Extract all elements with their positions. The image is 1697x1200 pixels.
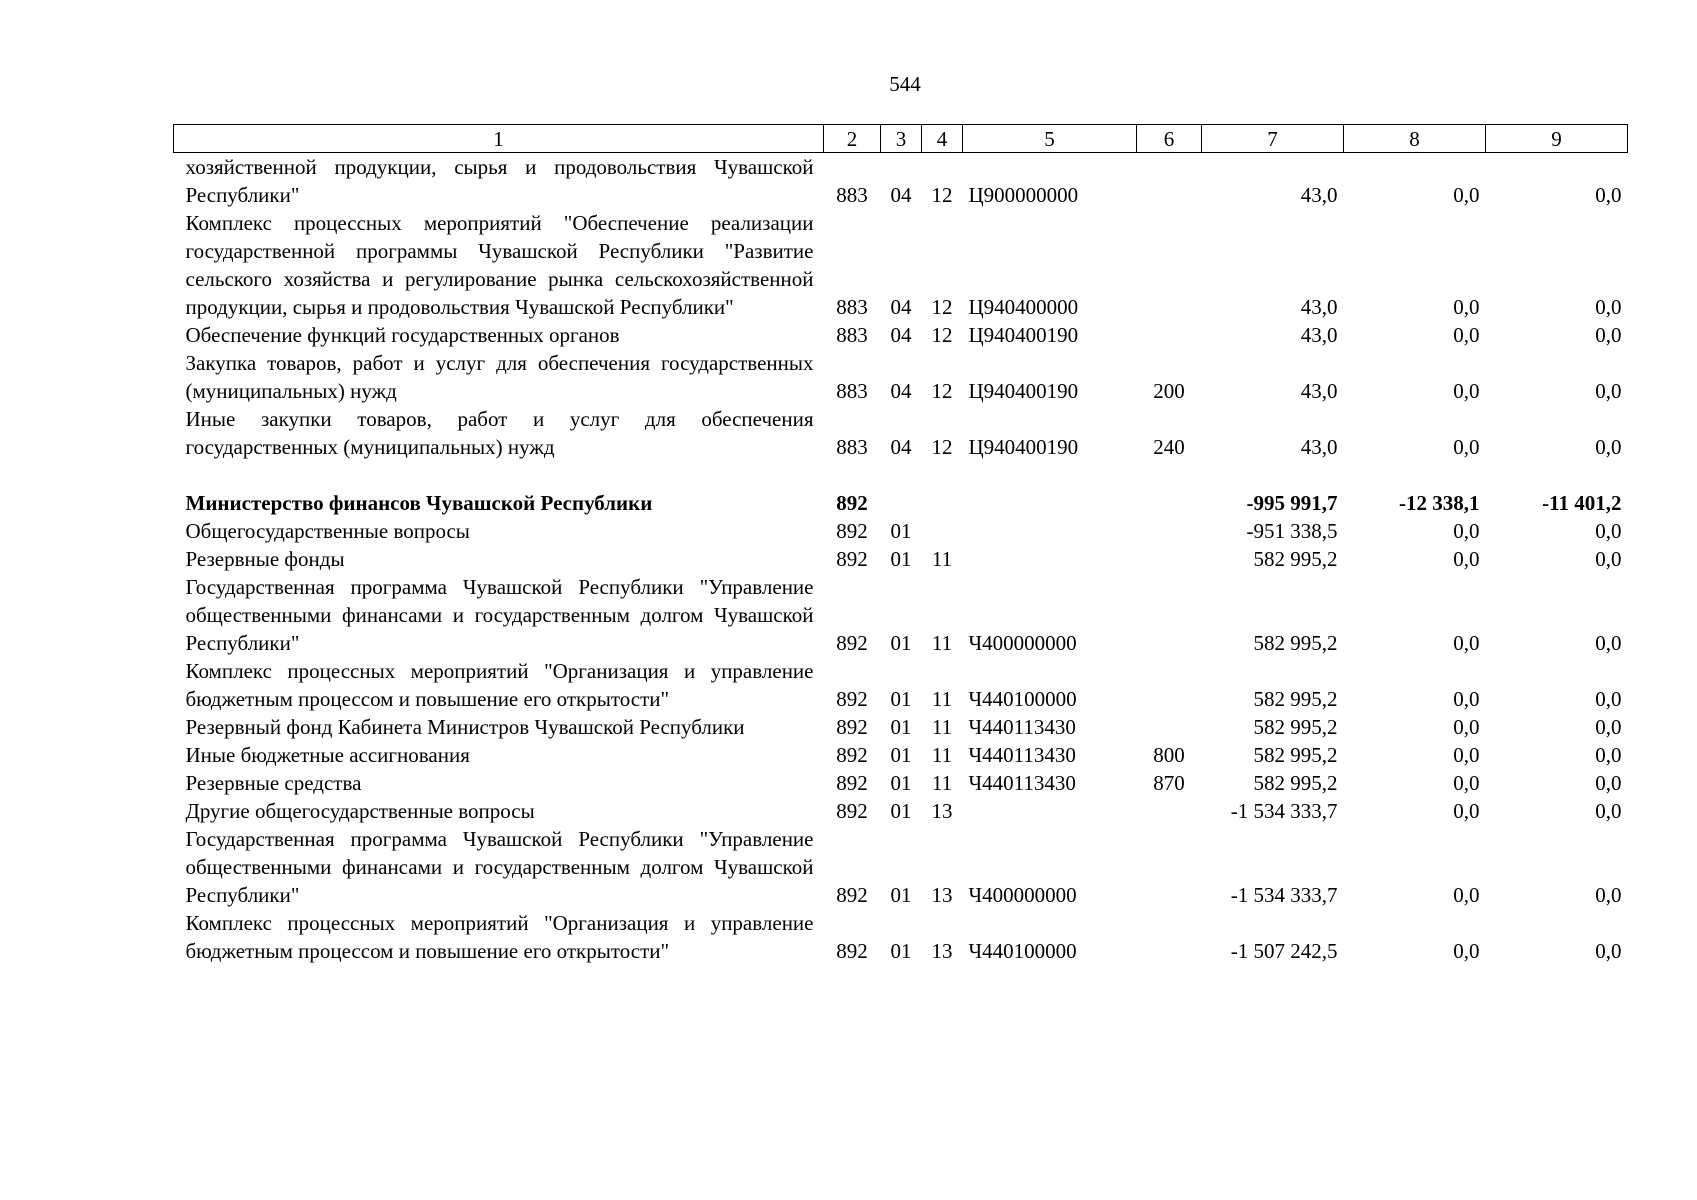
amount-col-7: 43,0 <box>1300 379 1338 403</box>
expense-type-code <box>1137 797 1202 825</box>
amount-col-9: 0,0 <box>1595 323 1622 347</box>
admin-code: 883 <box>836 435 868 459</box>
subsection-code: 11 <box>931 631 953 655</box>
section-code: 01 <box>890 771 912 795</box>
target-article-code: Ч440113430 <box>968 715 1076 739</box>
row-name: Другие общегосударственные вопросы <box>185 799 535 823</box>
admin-code: 892 <box>836 939 868 963</box>
amount-col-8: 0,0 <box>1453 743 1480 767</box>
target-article-code <box>963 517 1137 545</box>
amount-col-7: -1 534 333,7 <box>1230 883 1338 907</box>
expense-type-code: 240 <box>1153 435 1185 459</box>
table-row <box>174 405 1628 461</box>
amount-col-7: 582 995,2 <box>1253 687 1338 711</box>
table-row <box>174 321 1628 349</box>
subsection-code: 11 <box>931 715 953 739</box>
admin-code: 883 <box>836 295 868 319</box>
admin-code: 883 <box>836 323 868 347</box>
target-article-code: Ч400000000 <box>968 631 1077 655</box>
row-name: Резервные фонды <box>185 547 345 571</box>
row-name: Комплекс процессных мероприятий "Организация и управление бюджетным процессом и повышение его открытости" <box>185 659 814 711</box>
section-code: 01 <box>890 715 912 739</box>
amount-col-8: 0,0 <box>1453 547 1480 571</box>
amount-col-8: 0,0 <box>1453 183 1480 207</box>
subsection-code: 12 <box>931 379 953 403</box>
table-row <box>174 713 1628 741</box>
column-header-4: 4 <box>922 125 963 153</box>
expense-type-code: 800 <box>1153 743 1185 767</box>
table-row <box>174 573 1628 657</box>
amount-col-9: 0,0 <box>1595 743 1622 767</box>
expense-type-code <box>1137 657 1202 713</box>
amount-col-8: 0,0 <box>1453 379 1480 403</box>
row-name: Иные закупки товаров, работ и услуг для обеспечения государственных (муниципальных) нужд <box>185 407 814 459</box>
amount-col-8: 0,0 <box>1453 631 1480 655</box>
amount-col-7: 582 995,2 <box>1253 715 1338 739</box>
target-article-code: Ц940400190 <box>968 379 1079 403</box>
amount-col-9: 0,0 <box>1595 687 1622 711</box>
section-code: 04 <box>890 295 912 319</box>
target-article-code: Ц940400000 <box>968 295 1079 319</box>
amount-col-9: 0,0 <box>1595 183 1622 207</box>
admin-code: 892 <box>836 799 868 823</box>
amount-col-7: 582 995,2 <box>1253 771 1338 795</box>
row-name: хозяйственной продукции, сырья и продовольствия Чувашской Республики" <box>185 155 814 207</box>
section-code: 01 <box>890 547 912 571</box>
row-name: Комплекс процессных мероприятий "Организация и управление бюджетным процессом и повышение его открытости" <box>185 911 814 963</box>
target-article-code: Ч440113430 <box>968 743 1076 767</box>
row-name: Общегосударственные вопросы <box>185 519 470 543</box>
subsection-code: 13 <box>931 939 953 963</box>
subsection-code: 11 <box>931 547 953 571</box>
section-code: 04 <box>890 379 912 403</box>
amount-col-8: 0,0 <box>1453 687 1480 711</box>
subsection-code: 13 <box>931 883 953 907</box>
admin-code: 892 <box>836 715 868 739</box>
amount-col-9: 0,0 <box>1595 519 1622 543</box>
amount-col-7: 43,0 <box>1300 435 1338 459</box>
admin-code: 892 <box>836 631 868 655</box>
section-code: 01 <box>890 799 912 823</box>
amount-col-7: -951 338,5 <box>1246 519 1338 543</box>
amount-col-8: 0,0 <box>1453 799 1480 823</box>
section-code: 01 <box>890 519 912 543</box>
section-code <box>881 489 922 517</box>
target-article-code: Ц940400190 <box>968 323 1079 347</box>
subsection-code: 11 <box>931 771 953 795</box>
row-name: Обеспечение функций государственных органов <box>185 323 620 347</box>
amount-col-8: 0,0 <box>1453 715 1480 739</box>
expense-type-code <box>1137 153 1202 210</box>
amount-col-7: 43,0 <box>1300 183 1338 207</box>
subsection-code <box>922 489 963 517</box>
row-name: Иные бюджетные ассигнования <box>185 743 470 767</box>
amount-col-7: 43,0 <box>1300 295 1338 319</box>
amount-col-7: 582 995,2 <box>1253 547 1338 571</box>
subsection-code: 12 <box>931 295 953 319</box>
table-row <box>174 209 1628 321</box>
expense-type-code: 870 <box>1153 771 1185 795</box>
amount-col-9: 0,0 <box>1595 379 1622 403</box>
table-row <box>174 489 1628 517</box>
amount-col-8: -12 338,1 <box>1399 491 1480 515</box>
amount-col-9: 0,0 <box>1595 435 1622 459</box>
table-row <box>174 153 1628 210</box>
amount-col-7: -995 991,7 <box>1246 491 1338 515</box>
amount-col-9: 0,0 <box>1595 939 1622 963</box>
subsection-code: 12 <box>931 183 953 207</box>
expense-type-code <box>1137 209 1202 321</box>
section-code: 01 <box>890 631 912 655</box>
admin-code: 892 <box>836 547 868 571</box>
target-article-code: Ц900000000 <box>968 183 1079 207</box>
table-row <box>174 741 1628 769</box>
amount-col-8: 0,0 <box>1453 295 1480 319</box>
row-name: Государственная программа Чувашской Республики "Управление общественными финансами и государственным долгом Чувашской Республики" <box>185 575 814 655</box>
admin-code: 883 <box>836 183 868 207</box>
section-code: 04 <box>890 323 912 347</box>
row-name: Комплекс процессных мероприятий "Обеспечение реализации государственной программы Чувашской Республики "Развитие сельского хозяйства и регулирование рынка сельскохозяйственной продукции, сырья и продовольствия Чувашской Республики" <box>185 211 814 319</box>
column-header-8: 8 <box>1344 125 1486 153</box>
spacer-cell <box>174 461 1628 489</box>
section-code: 04 <box>890 183 912 207</box>
amount-col-7: 43,0 <box>1300 323 1338 347</box>
amount-col-9: 0,0 <box>1595 771 1622 795</box>
subsection-code: 11 <box>931 743 953 767</box>
column-header-9: 9 <box>1486 125 1628 153</box>
admin-code: 892 <box>836 771 868 795</box>
admin-code: 892 <box>836 743 868 767</box>
admin-code: 892 <box>836 519 868 543</box>
admin-code: 892 <box>836 883 868 907</box>
section-code: 01 <box>890 743 912 767</box>
target-article-code <box>963 797 1137 825</box>
target-article-code: Ч440100000 <box>968 687 1077 711</box>
column-number-header <box>174 125 1628 153</box>
amount-col-7: -1 507 242,5 <box>1230 939 1338 963</box>
table-row <box>174 657 1628 713</box>
table-row <box>174 797 1628 825</box>
amount-col-9: 0,0 <box>1595 547 1622 571</box>
expense-type-code <box>1137 825 1202 909</box>
target-article-code: Ч440113430 <box>968 771 1076 795</box>
target-article-code <box>963 489 1137 517</box>
target-article-code: Ч400000000 <box>968 883 1077 907</box>
amount-col-7: -1 534 333,7 <box>1230 799 1338 823</box>
subsection-code: 11 <box>931 687 953 711</box>
table-row <box>174 349 1628 405</box>
row-name: Министерство финансов Чувашской Республики <box>185 491 653 515</box>
row-name: Резервный фонд Кабинета Министров Чувашской Республики <box>185 715 745 739</box>
section-code: 01 <box>890 687 912 711</box>
amount-col-8: 0,0 <box>1453 519 1480 543</box>
expense-type-code <box>1137 545 1202 573</box>
column-header-3: 3 <box>881 125 922 153</box>
section-code: 01 <box>890 883 912 907</box>
expense-type-code <box>1137 573 1202 657</box>
column-header-1: 1 <box>174 125 824 153</box>
amount-col-8: 0,0 <box>1453 883 1480 907</box>
amount-col-9: 0,0 <box>1595 631 1622 655</box>
admin-code: 883 <box>836 379 868 403</box>
expense-type-code <box>1137 517 1202 545</box>
amount-col-8: 0,0 <box>1453 435 1480 459</box>
expense-type-code <box>1137 321 1202 349</box>
target-article-code: Ч440100000 <box>968 939 1077 963</box>
expense-type-code <box>1137 713 1202 741</box>
table-row <box>174 545 1628 573</box>
amount-col-8: 0,0 <box>1453 771 1480 795</box>
column-header-7: 7 <box>1202 125 1344 153</box>
page-number: 544 <box>889 72 921 96</box>
row-name: Закупка товаров, работ и услуг для обеспечения государственных (муниципальных) нужд <box>185 351 814 403</box>
amount-col-9: 0,0 <box>1595 295 1622 319</box>
expense-type-code <box>1137 489 1202 517</box>
subsection-code <box>922 517 963 545</box>
column-header-5: 5 <box>963 125 1137 153</box>
amount-col-9: 0,0 <box>1595 715 1622 739</box>
section-code: 04 <box>890 435 912 459</box>
expense-type-code: 200 <box>1153 379 1185 403</box>
table-row <box>174 825 1628 909</box>
amount-col-8: 0,0 <box>1453 323 1480 347</box>
table-row <box>174 517 1628 545</box>
admin-code: 892 <box>836 491 868 515</box>
table-row <box>174 909 1628 965</box>
expense-type-code <box>1137 909 1202 965</box>
subsection-code: 12 <box>931 435 953 459</box>
amount-col-7: 582 995,2 <box>1253 743 1338 767</box>
spacer-row <box>174 461 1628 489</box>
subsection-code: 12 <box>931 323 953 347</box>
row-name: Резервные средства <box>185 771 362 795</box>
subsection-code: 13 <box>931 799 953 823</box>
admin-code: 892 <box>836 687 868 711</box>
column-header-2: 2 <box>824 125 881 153</box>
amount-col-7: 582 995,2 <box>1253 631 1338 655</box>
amount-col-8: 0,0 <box>1453 939 1480 963</box>
target-article-code <box>963 545 1137 573</box>
budget-table <box>173 124 1628 965</box>
row-name: Государственная программа Чувашской Республики "Управление общественными финансами и государственным долгом Чувашской Республики" <box>185 827 814 907</box>
table-body <box>174 153 1628 966</box>
section-code: 01 <box>890 939 912 963</box>
amount-col-9: -11 401,2 <box>1542 491 1622 515</box>
column-header-6: 6 <box>1137 125 1202 153</box>
amount-col-9: 0,0 <box>1595 799 1622 823</box>
table-row <box>174 769 1628 797</box>
target-article-code: Ц940400190 <box>968 435 1079 459</box>
amount-col-9: 0,0 <box>1595 883 1622 907</box>
